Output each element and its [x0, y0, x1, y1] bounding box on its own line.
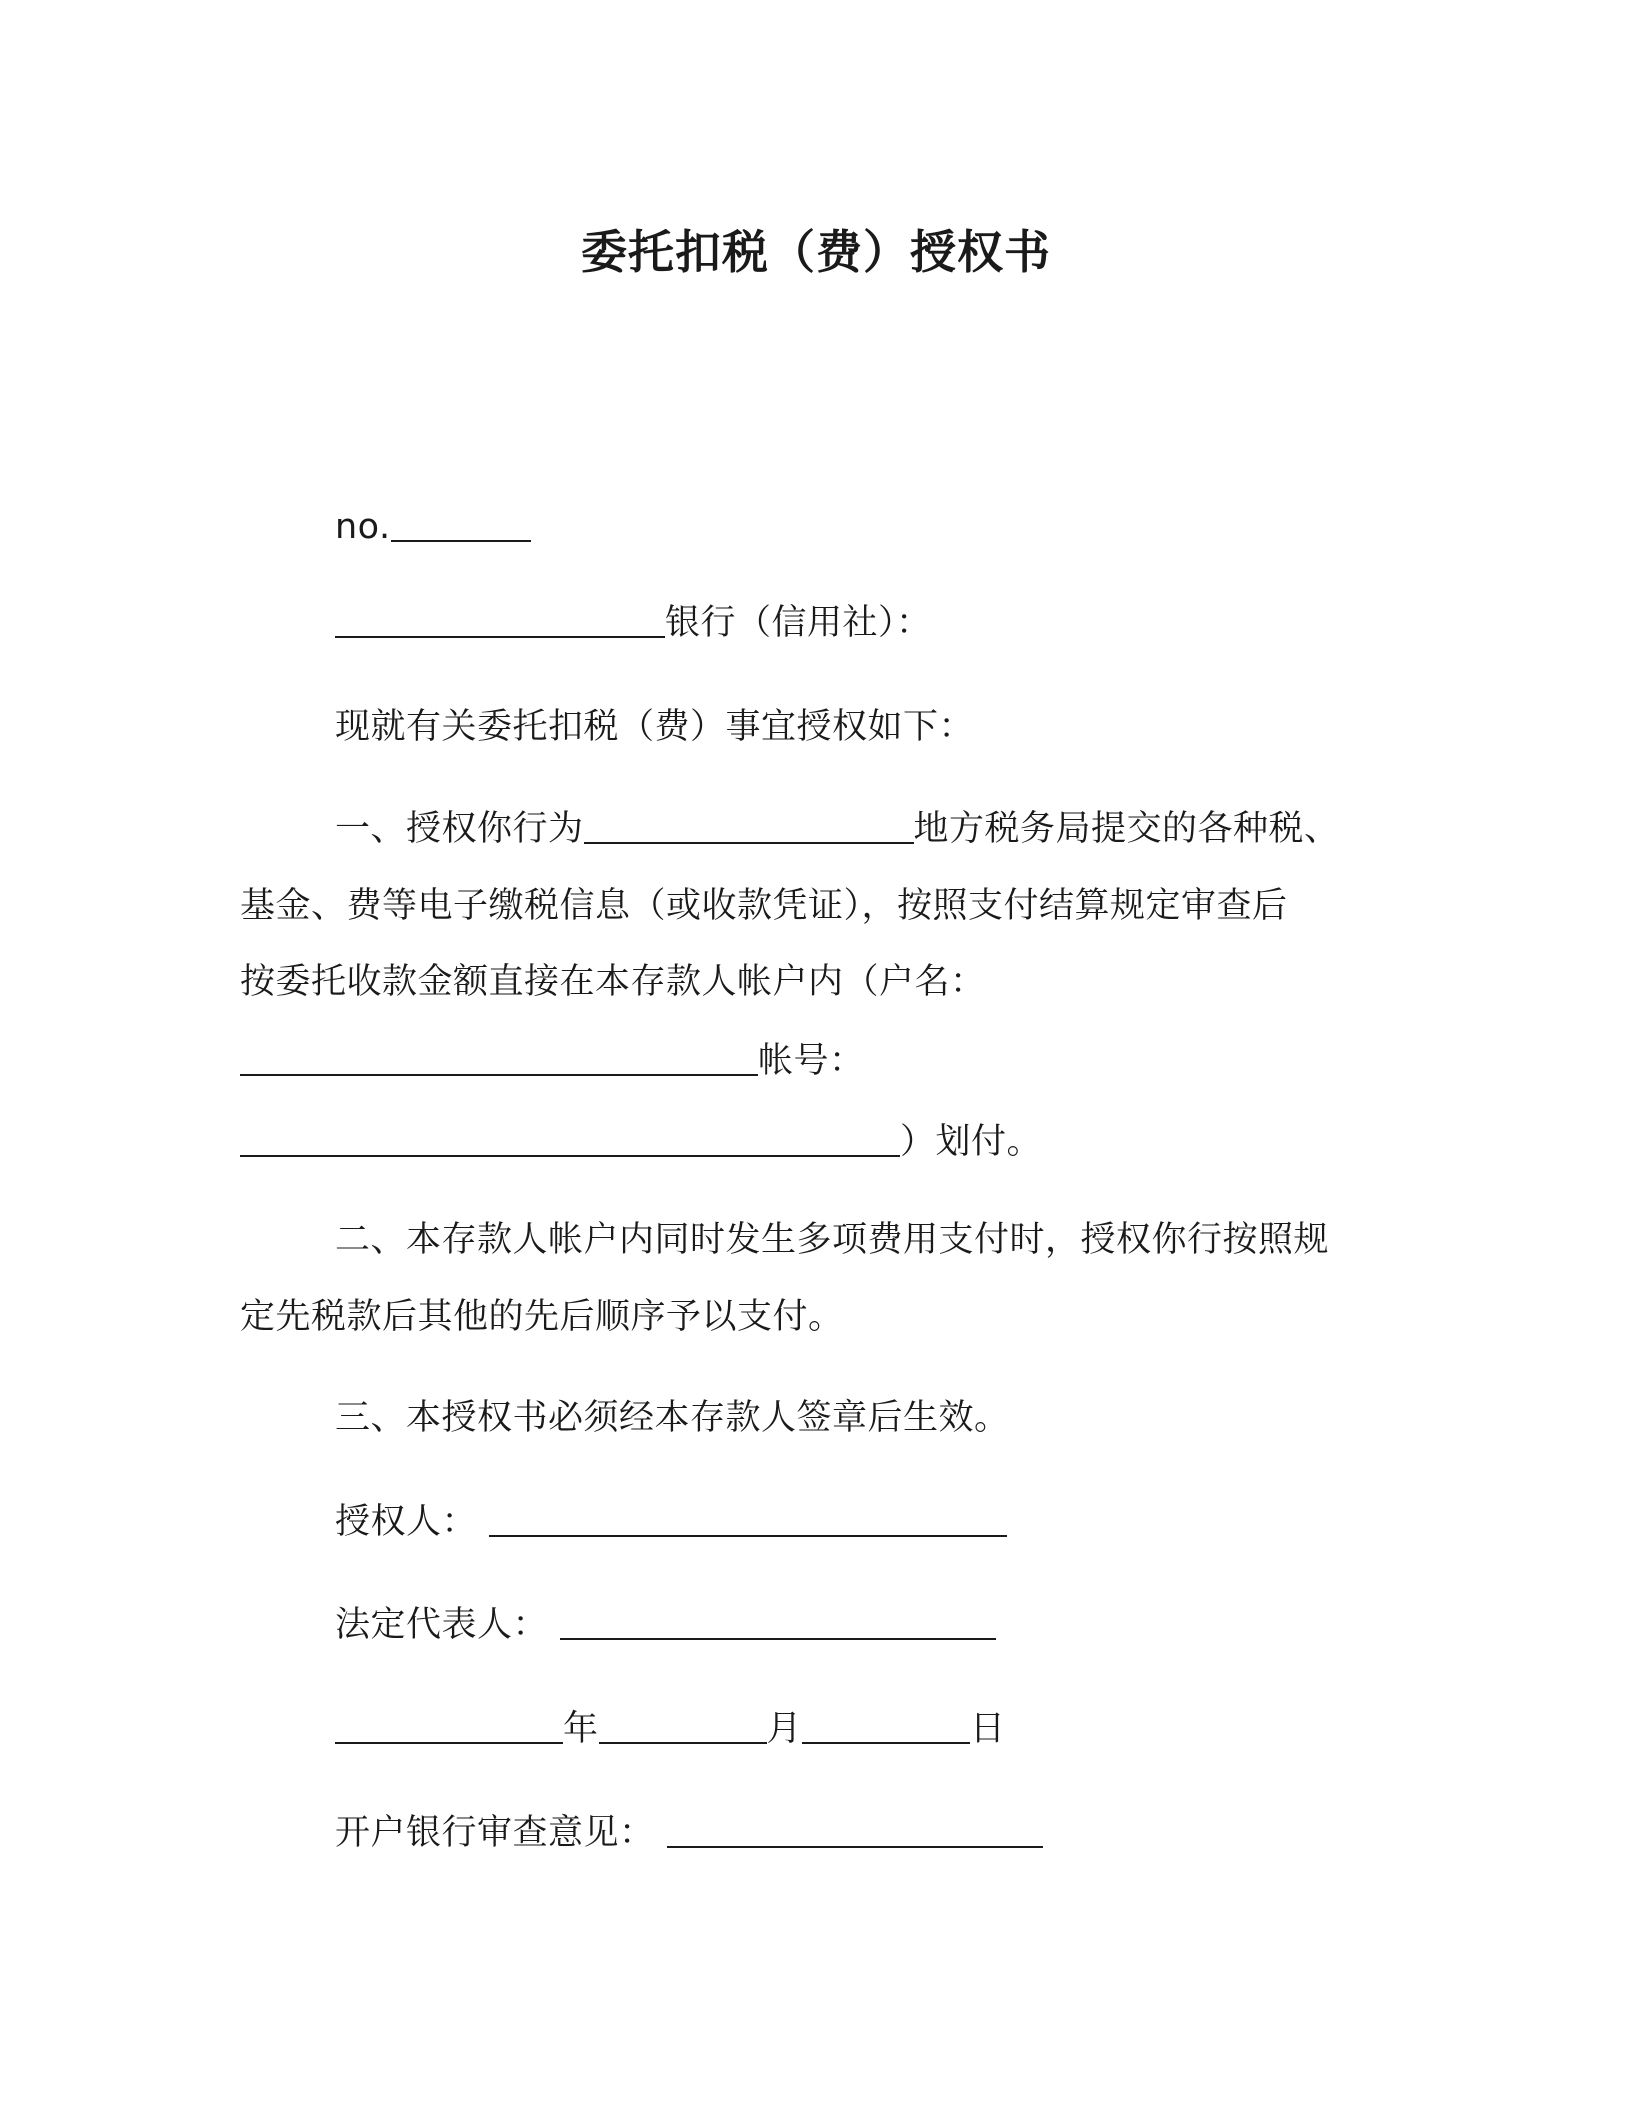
clause1-line3: 按委托收款金额直接在本存款人帐户内（户名： [240, 962, 986, 1002]
authorizer-line [335, 1497, 1007, 1547]
clause1-line5 [240, 1117, 1042, 1167]
legal-rep-label: 法定代表人： [335, 1605, 549, 1645]
bank-review-blank[interactable] [667, 1810, 1043, 1848]
month-blank[interactable] [599, 1706, 767, 1744]
number-blank[interactable] [391, 504, 531, 542]
account-number-blank[interactable] [240, 1119, 900, 1157]
tax-bureau-blank[interactable] [584, 806, 914, 844]
bank-suffix: 银行（信用社）： [665, 603, 932, 643]
bank-name-blank[interactable] [335, 600, 665, 638]
account-name-blank[interactable] [240, 1038, 758, 1076]
legal-rep-line [335, 1600, 996, 1650]
authorizer-label: 授权人： [335, 1502, 478, 1542]
intro-paragraph: 现就有关委托扣税（费）事宜授权如下： [335, 707, 975, 747]
date-line [335, 1704, 1006, 1754]
authorizer-blank[interactable] [489, 1499, 1007, 1537]
year-label: 年 [563, 1709, 599, 1749]
clause1-line4 [240, 1036, 865, 1086]
number-line [335, 502, 531, 552]
clause3: 三、本授权书必须经本存款人签章后生效。 [335, 1398, 1010, 1438]
bank-review-line [335, 1808, 1043, 1858]
legal-rep-blank[interactable] [560, 1602, 996, 1640]
clause1-line1 [335, 804, 1340, 854]
month-label: 月 [766, 1709, 803, 1749]
clause2-line1: 二、本存款人帐户内同时发生多项费用支付时，授权你行按照规 [335, 1220, 1330, 1260]
clause1-prefix: 一、授权你行为 [335, 809, 584, 849]
bank-review-label: 开户银行审查意见： [335, 1813, 655, 1853]
clause1-ending: ）划付。 [900, 1122, 1043, 1162]
day-label: 日 [970, 1709, 1006, 1749]
day-blank[interactable] [802, 1706, 970, 1744]
bank-line [335, 598, 932, 648]
number-label: no. [335, 507, 391, 547]
clause1-suffix: 地方税务局提交的各种税、 [913, 809, 1340, 849]
year-blank[interactable] [335, 1706, 563, 1744]
account-number-label: 帐号： [758, 1041, 865, 1081]
document-title: 委托扣税（费）授权书 [581, 225, 1051, 279]
clause1-line2: 基金、费等电子缴税信息（或收款凭证），按照支付结算规定审查后 [240, 886, 1288, 926]
clause2-line2: 定先税款后其他的先后顺序予以支付。 [240, 1297, 844, 1337]
